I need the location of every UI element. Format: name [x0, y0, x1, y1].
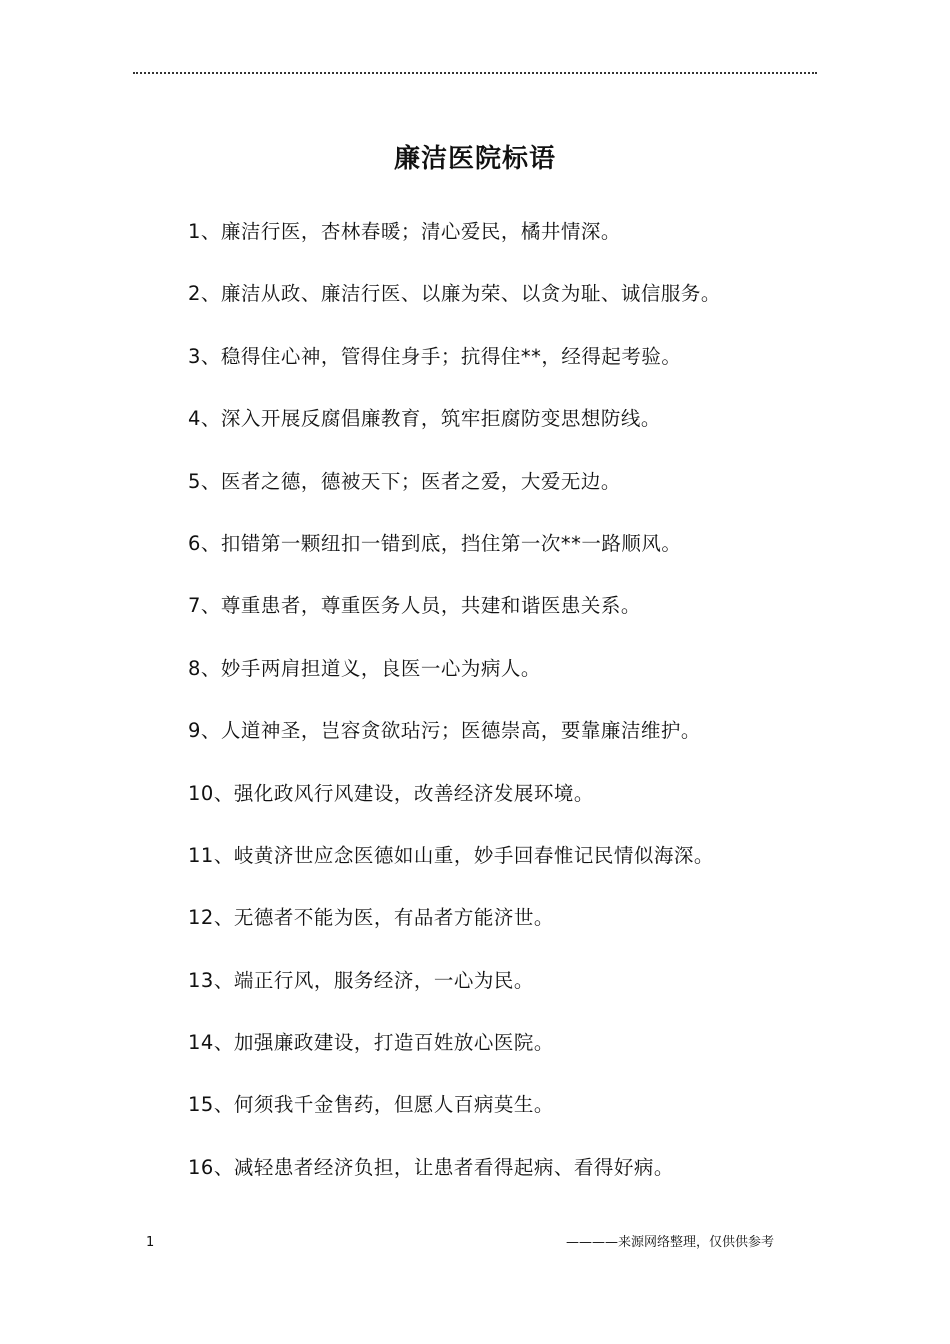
slogan-item-5: 5、医者之德，德被天下；医者之爱，大爱无边。: [188, 469, 621, 493]
slogan-item-7: 7、尊重患者，尊重医务人员，共建和谐医患关系。: [188, 594, 641, 618]
slogan-item-11: 11、岐黄济世应念医德如山重，妙手回春惟记民情似海深。: [188, 843, 714, 867]
header-dotted-rule: [133, 72, 817, 74]
slogan-item-6: 6、扣错第一颗纽扣一错到底，挡住第一次**一路顺风。: [188, 531, 682, 555]
slogan-item-10: 10、强化政风行风建设，改善经济发展环境。: [188, 781, 594, 805]
slogan-item-15: 15、何须我千金售药，但愿人百病莫生。: [188, 1093, 554, 1117]
slogan-item-9: 9、人道神圣，岂容贪欲玷污；医德崇高，要靠廉洁维护。: [188, 719, 701, 743]
slogan-item-4: 4、深入开展反腐倡廉教育，筑牢拒腐防变思想防线。: [188, 407, 661, 431]
slogan-item-8: 8、妙手两肩担道义，良医一心为病人。: [188, 656, 541, 680]
slogan-item-1: 1、廉洁行医，杏林春暖；清心爱民，橘井情深。: [188, 220, 621, 243]
slogan-list: [188, 214, 721, 1212]
slogan-item-14: 14、加强廉政建设，打造百姓放心医院。: [188, 1031, 554, 1055]
page-number: 1: [146, 1235, 155, 1250]
slogan-item-13: 13、端正行风，服务经济，一心为民。: [188, 968, 534, 992]
slogan-item-3: 3、稳得住心神，管得住身手；抗得住**，经得起考验。: [188, 344, 682, 368]
document-title: 廉洁医院标语: [393, 144, 556, 175]
slogan-item-12: 12、无德者不能为医，有品者方能济世。: [188, 906, 554, 930]
source-note: ————来源网络整理，仅供供参考: [565, 1235, 774, 1250]
slogan-item-16: 16、减轻患者经济负担，让患者看得起病、看得好病。: [188, 1155, 674, 1179]
slogan-item-2: 2、廉洁从政、廉洁行医、以廉为荣、以贪为耻、诚信服务。: [188, 282, 721, 306]
